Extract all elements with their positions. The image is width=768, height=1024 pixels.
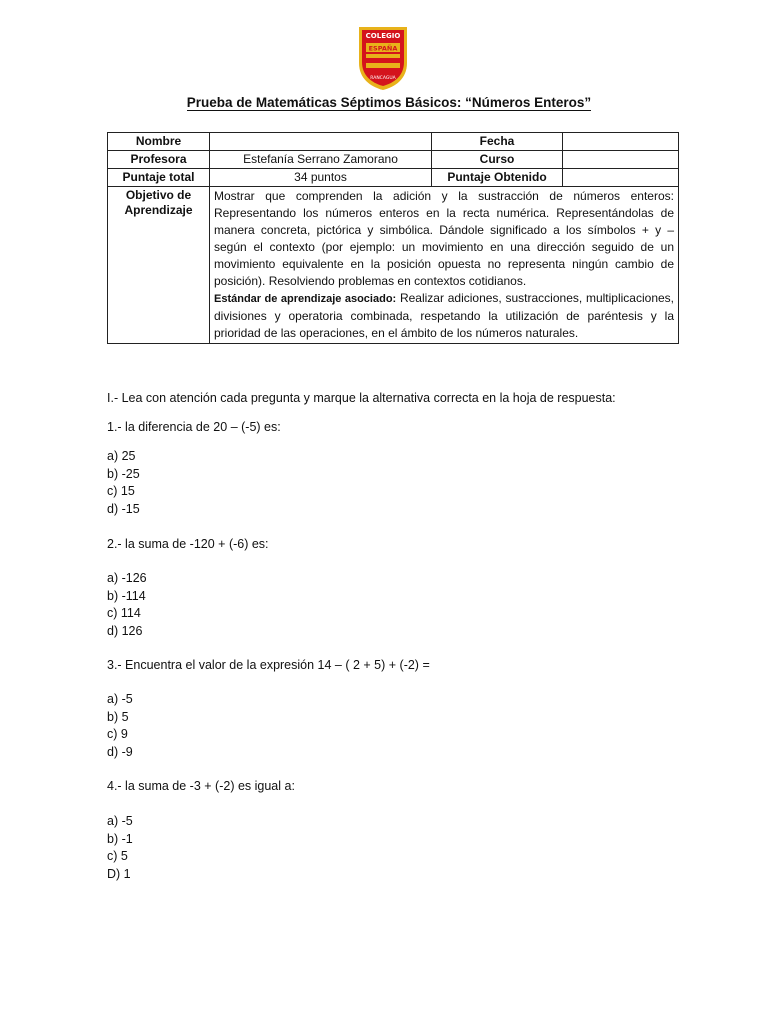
curso-field[interactable] — [563, 151, 679, 169]
option-3c[interactable]: c) 9 — [107, 727, 128, 741]
fecha-field[interactable] — [563, 133, 679, 151]
estandar-label: Estándar de aprendizaje asociado: — [214, 293, 397, 305]
option-1b[interactable]: b) -25 — [107, 466, 140, 481]
option-3a[interactable]: a) -5 — [107, 692, 133, 706]
page-title: Prueba de Matemáticas Séptimos Básicos: “Números Enteros” — [186, 95, 592, 110]
fecha-label: Fecha — [432, 133, 563, 151]
puntaje-obtenido-field[interactable] — [563, 169, 679, 187]
nombre-field[interactable] — [210, 133, 432, 151]
question-3-prompt: 3.- Encuentra el valor de la expresión 14 – ( 2 + 5) + (-2) = — [107, 658, 430, 672]
table-row — [108, 169, 679, 187]
option-1c[interactable]: c) 15 — [107, 484, 135, 498]
question-2-prompt: 2.- la suma de -120 + (-6) es: — [107, 537, 269, 551]
option-1a[interactable]: a) 25 — [107, 449, 136, 463]
option-3b[interactable]: b) 5 — [107, 709, 129, 724]
question-1-options — [107, 448, 707, 518]
option-3d[interactable]: d) -9 — [107, 744, 133, 759]
puntaje-obtenido-label: Puntaje Obtenido — [432, 169, 563, 187]
puntaje-total-label: Puntaje total — [108, 169, 210, 187]
puntaje-total-value: 34 puntos — [210, 169, 432, 187]
table-row — [108, 151, 679, 169]
option-2d[interactable]: d) 126 — [107, 623, 143, 638]
option-4b[interactable]: b) -1 — [107, 831, 133, 846]
question-4-options — [107, 813, 707, 883]
question-2-options — [107, 570, 707, 640]
logo-text-espana: ESPAÑA — [368, 44, 398, 53]
option-2a[interactable]: a) -126 — [107, 571, 147, 585]
option-4d[interactable]: D) 1 — [107, 866, 131, 881]
option-4a[interactable]: a) -5 — [107, 814, 133, 828]
curso-label: Curso — [432, 151, 563, 169]
objetivo-label: Objetivo de Aprendizaje — [108, 187, 210, 344]
profesora-value: Estefanía Serrano Zamorano — [210, 151, 432, 169]
school-crest-logo — [357, 25, 409, 91]
estandar-text: Realizar adiciones, sustracciones, multiplicaciones, divisiones y operatoria combinada, respetando la utilización de paréntesis y la prioridad de las operaciones, en el ámbito de los números naturales. — [214, 291, 674, 340]
option-2c[interactable]: c) 114 — [107, 606, 141, 620]
logo-text-colegio: COLEGIO — [365, 32, 401, 40]
table-row — [108, 133, 679, 151]
nombre-label: Nombre — [108, 133, 210, 151]
question-3-options — [107, 691, 707, 761]
option-2b[interactable]: b) -114 — [107, 588, 146, 603]
profesora-label: Profesora — [108, 151, 210, 169]
student-info-table — [107, 132, 679, 344]
objetivo-text: Mostrar que comprenden la adición y la sustracción de números enteros: Representando los números enteros en la recta numérica. Representándolas de manera concreta, pictórica y simbólica. Dándole significado a los símbolos + y – según el contexto (por ejemplo: un movimiento en una dirección seguido de un movimiento equivalente en la posición opuesta no representa ningún cambio de posición). Resolviendo problemas en contextos cotidianos. — [214, 189, 674, 288]
question-4-prompt: 4.- la suma de -3 + (-2) es igual a: — [107, 779, 295, 793]
option-1d[interactable]: d) -15 — [107, 501, 140, 516]
objetivo-cell — [210, 187, 679, 344]
table-row — [108, 187, 679, 344]
question-1-prompt: 1.- la diferencia de 20 – (-5) es: — [107, 420, 281, 434]
logo-text-rancagua: RANCAGUA — [370, 76, 396, 81]
option-4c[interactable]: c) 5 — [107, 849, 128, 863]
instructions: I.- Lea con atención cada pregunta y marque la alternativa correcta en la hoja de respuesta: — [107, 391, 616, 405]
